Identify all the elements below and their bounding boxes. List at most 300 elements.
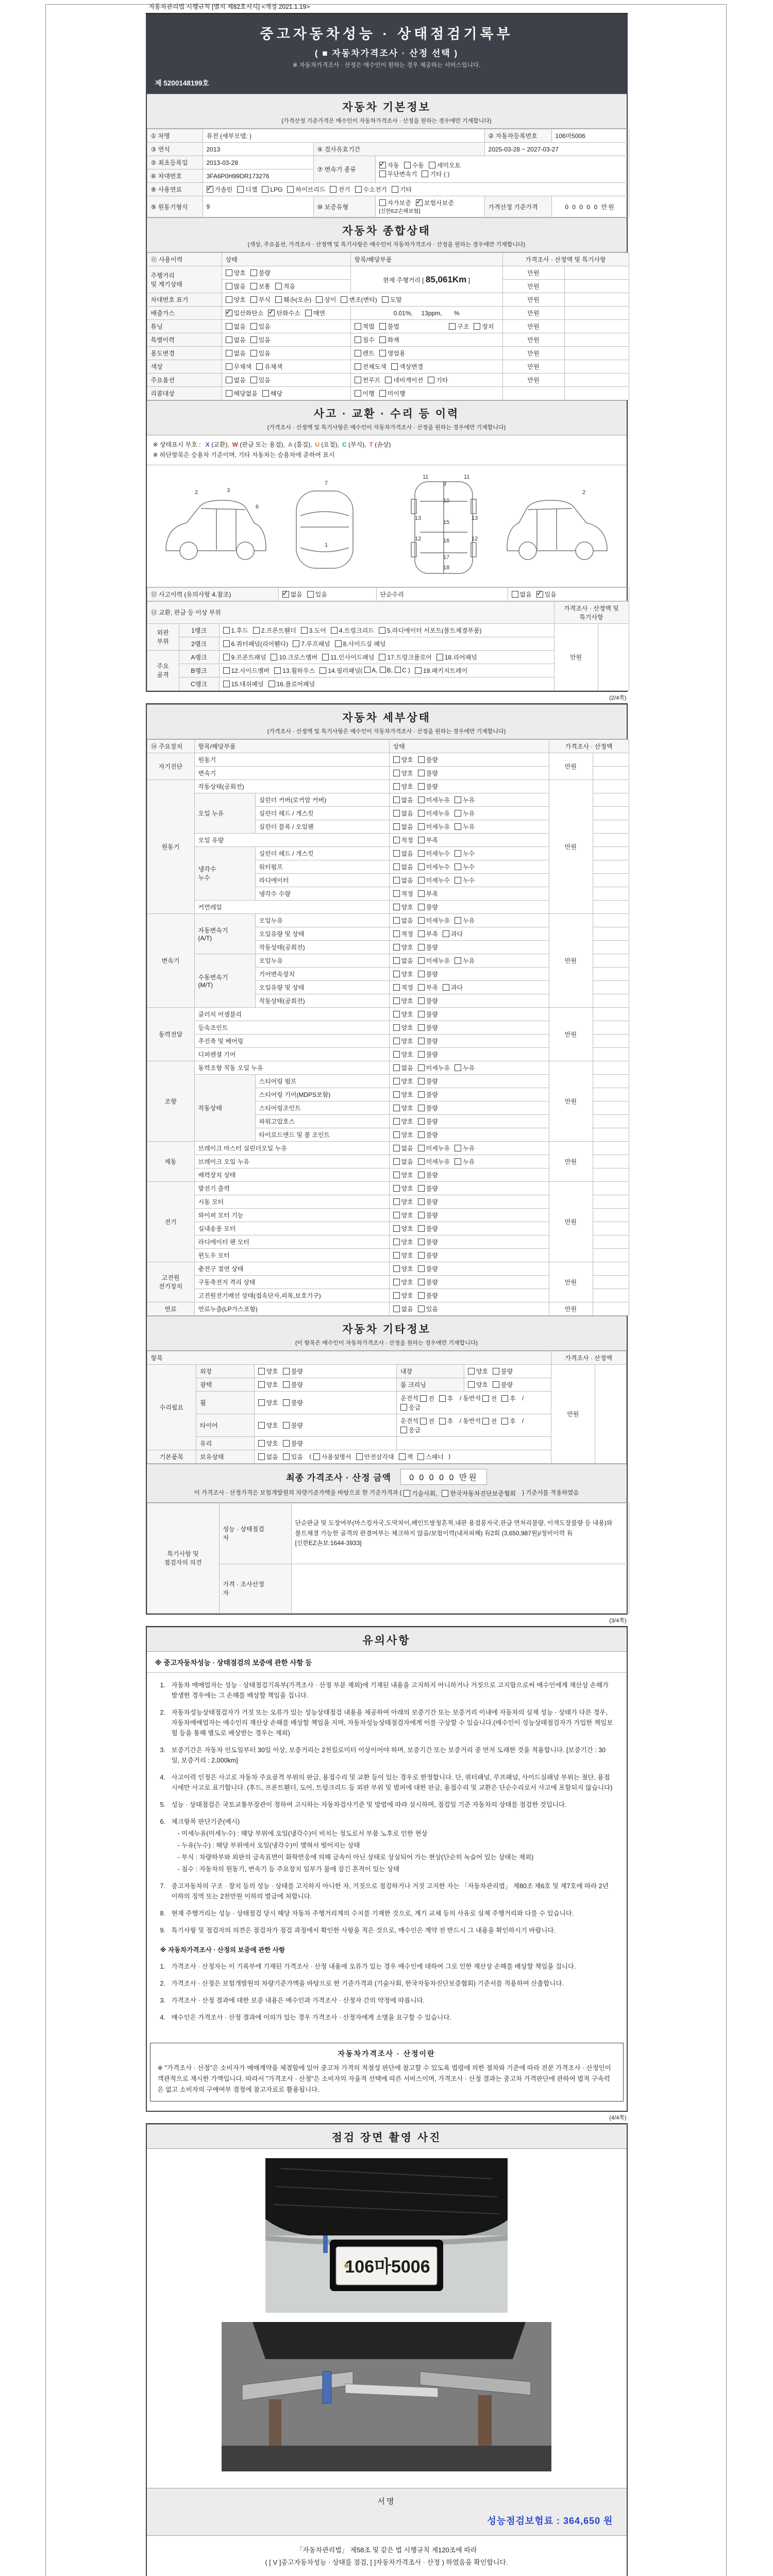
checkbox-전: 전	[420, 1417, 434, 1426]
repair-item-options	[254, 1364, 396, 1378]
price-cell: 만원	[549, 753, 593, 779]
notice-item	[160, 1925, 613, 1936]
price-notice-item	[160, 2012, 613, 2023]
checkbox-양호: 양호	[393, 943, 413, 952]
checkbox-미세누유: 미세누유	[418, 956, 450, 965]
checkbox-미세누유: 미세누유	[418, 1063, 450, 1072]
checkbox-렌트: 렌트	[355, 349, 375, 358]
price-definition-text: ※ "가격조사 · 산정"은 소비자가 매매계약을 체결함에 있어 중고차 가격의 적절성 판단에 참고할 수 있도록 법령에 의한 절차와 기준에 따라 전문 가격조사 · 산정인이 객관적으로 제시한 가액입니다. 따라서 "가격조사 · 산정"은 소비자의 자율적 선택에 따른 서비스이며, 가격조사 · 산정 결과는 중고차 가격판단에 관하여 법적 구속력은 없고 소비자의 구매여부 결정에 참고자료로 활용됩니다.	[157, 2064, 611, 2094]
note-cell	[593, 927, 629, 940]
checkbox-icon	[536, 591, 543, 598]
note-cell	[593, 1047, 629, 1061]
note-cell	[593, 1007, 629, 1021]
recall-options	[222, 387, 350, 400]
state-options	[389, 1235, 549, 1248]
checkbox-불량: 불량	[418, 1090, 438, 1099]
checkbox-양호: 양호	[393, 1251, 413, 1260]
price-cell: 만원	[549, 1262, 593, 1302]
checkbox-양호: 양호	[393, 1211, 413, 1219]
checkbox-icon	[493, 1381, 499, 1388]
checkbox-icon	[207, 186, 213, 193]
item-label: 작동상태(공회전)	[194, 779, 389, 793]
checkbox-8.사이드실 패널: 8.사이드실 패널	[335, 639, 386, 648]
item-label: 라디에이터 팬 모터	[194, 1235, 389, 1248]
checkbox-불량: 불량	[493, 1380, 513, 1389]
notice-item	[160, 1707, 613, 1738]
state-options	[389, 967, 549, 980]
checkbox-없음: 없음	[393, 809, 413, 818]
note-cell	[593, 940, 629, 954]
state-options	[389, 913, 549, 927]
fuel-label: ⑧ 사용연료	[147, 183, 203, 196]
checkbox-양호: 양호	[226, 268, 246, 277]
checkbox-icon	[316, 296, 323, 303]
checkbox-양호: 양호	[393, 1278, 413, 1286]
photo-front-plate	[265, 2158, 508, 2313]
checkbox-불량: 불량	[283, 1421, 303, 1430]
checkbox-과다: 과다	[443, 983, 463, 992]
checkbox-icon	[250, 323, 257, 330]
checkbox-icon	[283, 1381, 290, 1388]
checkbox-없음: 없음	[226, 376, 246, 384]
checkbox-불량: 불량	[418, 1278, 438, 1286]
diagram-number-2: 2	[195, 489, 198, 496]
checkbox-불량: 불량	[418, 1211, 438, 1219]
checkbox-icon	[418, 904, 425, 910]
note-cell	[593, 1181, 629, 1195]
confirmation-line-1: 「자동차관리법」 제58조 및 같은 법 시행규칙 제120조에 따라	[296, 2546, 477, 2554]
checkbox-icon	[379, 171, 386, 177]
checkbox-icon	[313, 1453, 320, 1460]
checkbox-하이브리드: 하이브리드	[287, 185, 325, 194]
checkbox-9.프론트패널: 9.프론트패널	[223, 653, 266, 662]
price-cell: 만원	[502, 360, 564, 374]
diagram-number-17: 17	[443, 554, 450, 561]
item-label: 원동기	[194, 753, 389, 766]
item-label: 와이퍼 모터 기능	[194, 1208, 389, 1222]
notice-item-text: 성능 · 상태점검은 국토교통부장관이 정하여 고시하는 자동차검사기준 및 방법에 따라 실시하며, 점검일 기준 자동차의 상태를 점검한 것입니다.	[171, 1801, 567, 1808]
checkbox-13.휠하우스: 13.휠하우스	[274, 666, 315, 675]
item-label: 오일유량 및 상태	[255, 927, 389, 940]
state-options	[389, 1155, 549, 1168]
emission-options	[222, 307, 350, 320]
item-label: 윈도우 모터	[194, 1248, 389, 1262]
checkbox-양호: 양호	[393, 1130, 413, 1139]
notice-heading: ※ 중고자동차성능 · 상태점검의 보증에 관한 사항 등	[147, 1652, 627, 1673]
note-cell	[564, 387, 629, 400]
checkbox-icon	[393, 1038, 400, 1044]
code-C: C	[342, 441, 347, 448]
rank-items	[219, 664, 554, 677]
photos-title: 점검 장면 촬영 사진	[331, 2131, 442, 2144]
checkbox-icon	[393, 930, 400, 937]
checkbox-없음: 없음	[393, 1304, 413, 1313]
section-detail-etc	[146, 703, 628, 1615]
price-notice-heading: ※ 자동차가격조사 · 산정의 보증에 관한 사항	[160, 1946, 285, 1954]
checkbox-icon	[418, 930, 425, 937]
checkbox-icon	[439, 1395, 446, 1402]
checkbox-icon	[393, 1118, 400, 1125]
state-options	[389, 806, 549, 820]
checkbox-양호: 양호	[393, 769, 413, 777]
note-cell	[593, 1101, 629, 1114]
checkbox-icon	[393, 1131, 400, 1138]
checkbox-icon	[436, 654, 443, 660]
checkbox-해당없음: 해당없음	[226, 389, 258, 398]
state-options	[389, 1168, 549, 1181]
sub-group-label: 냉각수 누수	[194, 846, 255, 900]
warranty-label: ⑩ 보증유형	[313, 196, 375, 217]
section-title	[147, 1316, 627, 1351]
checkbox-icon	[226, 323, 232, 330]
item-label: 고전원전기배선 상태(접속단자,피복,보호기구)	[194, 1289, 389, 1302]
exchange-panel-label: ⑬ 교환, 판금 등 이상 부위	[147, 601, 554, 623]
diagram-number-11: 11	[423, 473, 429, 480]
checkbox-icon	[418, 1292, 425, 1299]
item-label: 배력장치 상태	[194, 1168, 389, 1181]
checkbox-icon	[355, 336, 361, 343]
checkbox-icon	[482, 1418, 489, 1425]
checkbox-양호: 양호	[393, 903, 413, 911]
repair-item-label: 유리	[196, 1437, 255, 1450]
checkbox-있음: 있음	[250, 335, 271, 344]
checkbox-icon	[393, 770, 400, 776]
checkbox-icon	[253, 627, 260, 634]
code-W: W	[232, 441, 238, 448]
mileage-value: 현재 주행거리 [ 85,061Km ]	[350, 266, 502, 293]
checkbox-icon	[395, 667, 401, 673]
section-title-text: 자동차 세부상태	[342, 711, 431, 724]
checkbox-icon	[418, 756, 425, 763]
checkbox-불량: 불량	[418, 943, 438, 952]
notice-item	[160, 1881, 613, 1902]
checkbox-icon	[442, 1490, 448, 1497]
item-label: 냉각수 수량	[255, 887, 389, 900]
recall-detail	[350, 387, 502, 400]
notice-item-number: 4.	[160, 1773, 165, 1781]
checkbox-icon	[418, 877, 425, 884]
state-options	[389, 1128, 549, 1141]
checkbox-누유: 누유	[455, 1157, 475, 1166]
position-segment: 운전석 전 후	[400, 1394, 453, 1403]
checkbox-안전삼각대: 안전삼각대	[356, 1452, 394, 1461]
price-notice-item	[160, 1978, 613, 1989]
checkbox-icon	[393, 1279, 400, 1285]
checkbox-네비게이션: 네비게이션	[385, 376, 423, 384]
checkbox-icon	[341, 296, 347, 303]
car-name-value: 퓨전 (세부모델: )	[203, 129, 484, 143]
document-subtitle-note: ※ 자동차가격조사 · 산정은 매수인이 원하는 경우 제공하는 서비스입니다.	[292, 62, 481, 69]
checkbox-기타 ( ): 기타 ( )	[422, 170, 449, 178]
state-options	[389, 1141, 549, 1155]
checkbox-icon	[379, 350, 386, 357]
device-label: 동력전달	[147, 1007, 194, 1061]
odometer-state-options	[222, 266, 350, 280]
checkbox-불량: 불량	[418, 1264, 438, 1273]
diagram-number-1: 1	[325, 541, 328, 548]
code-U: U	[315, 441, 320, 448]
item-label: 브레이크 오일 누유	[194, 1155, 389, 1168]
checkbox-불량: 불량	[418, 970, 438, 978]
note-cell	[564, 307, 629, 320]
usage-change-detail	[350, 347, 502, 360]
emission-values: 0.01%, 13ppm, %	[350, 307, 502, 320]
etc-info-table	[147, 1351, 627, 1464]
checkbox-불량: 불량	[418, 1238, 438, 1246]
checkbox-부족: 부족	[418, 983, 438, 992]
checkbox-보험사보증: ✓ 보험사보증	[416, 198, 454, 207]
checkbox-icon	[355, 363, 361, 370]
checkbox-icon	[418, 1306, 425, 1312]
checkbox-없음: 없음	[512, 590, 532, 599]
checkbox-icon	[355, 186, 362, 193]
summary-head-state: 상태	[222, 253, 350, 266]
item-label: 오일누유	[255, 954, 389, 967]
checkbox-icon	[455, 823, 461, 830]
checkbox-icon	[380, 667, 386, 673]
checkbox-icon	[283, 1440, 290, 1447]
checkbox-icon	[379, 199, 386, 206]
checkbox-icon	[468, 1368, 475, 1375]
item-label: 변속기	[194, 766, 389, 779]
checkbox-icon	[418, 1198, 425, 1205]
special-history-detail	[350, 333, 502, 347]
notice-item-number: 7.	[160, 1882, 165, 1890]
item-label: 등속조인트	[194, 1021, 389, 1034]
checkbox-icon	[393, 957, 400, 964]
checkbox-icon	[379, 627, 385, 634]
repair-item-options	[254, 1391, 396, 1414]
checkbox-icon	[428, 377, 434, 383]
checkbox-양호: 양호	[393, 1050, 413, 1059]
checkbox-icon	[393, 1306, 400, 1312]
opinion-table	[147, 1503, 629, 1614]
checkbox-icon	[404, 1490, 410, 1497]
checkbox-양호: 양호	[393, 1010, 413, 1019]
item-label: 오일 유량	[194, 833, 389, 846]
checkbox-부식: 부식	[250, 295, 271, 304]
panel-group-label: 주요 골격	[147, 650, 179, 690]
repair-item-label: 룸 크리닝	[397, 1378, 464, 1391]
checkbox-일산화탄소: ✓ 일산화탄소	[226, 309, 264, 317]
notice-item-number: 8.	[160, 1909, 165, 1917]
item-label: 작동상태(공회전)	[255, 940, 389, 954]
code-X: X	[205, 441, 210, 448]
rank-label: C랭크	[179, 677, 219, 690]
checkbox-icon	[393, 1158, 400, 1165]
diagram-number-15: 15	[443, 519, 450, 526]
note-cell	[593, 1034, 629, 1047]
state-options	[389, 1248, 549, 1262]
price-cell: 만원	[502, 266, 564, 280]
checkbox-icon	[393, 997, 400, 1004]
checkbox-icon	[268, 310, 275, 316]
item-label: 실내송풍 모터	[194, 1222, 389, 1235]
checkbox-전: 전	[420, 1394, 434, 1403]
item-label: 실린더 헤드 / 개스킷	[255, 806, 389, 820]
checkbox-icon	[455, 1064, 461, 1071]
state-options	[389, 820, 549, 833]
notice-item-number: 1.	[160, 1681, 165, 1689]
checkbox-17.트렁크플로어: 17.트렁크플로어	[379, 653, 431, 662]
repair-item-options	[254, 1378, 396, 1391]
item-label: 워터펌프	[255, 860, 389, 873]
checkbox-없음: ✓ 없음	[282, 590, 303, 599]
checkbox-icon	[393, 837, 400, 843]
diagram-number-10: 10	[443, 497, 450, 504]
note-cell	[593, 900, 629, 913]
detail-head-state: 상태	[389, 739, 549, 753]
checkbox-icon	[393, 796, 400, 803]
checkbox-icon	[455, 917, 461, 924]
checkbox-응급: 응급	[400, 1403, 421, 1412]
checkbox-icon	[418, 1011, 425, 1018]
checkbox-icon	[250, 377, 257, 383]
state-options	[389, 1074, 549, 1088]
etc-head-item: 항목	[147, 1351, 551, 1364]
checkbox-양호: 양호	[393, 970, 413, 978]
checkbox-불량: 불량	[418, 769, 438, 777]
checkbox-icon	[275, 296, 282, 303]
checkbox-없음: 없음	[393, 862, 413, 871]
item-label: 구동축전지 격리 상태	[194, 1275, 389, 1289]
checkbox-없음: 없음	[226, 322, 246, 331]
color-options	[222, 360, 350, 374]
checkbox-18.리어패널: 18.리어패널	[436, 653, 477, 662]
state-options	[389, 1034, 549, 1047]
checkbox-icon	[322, 654, 329, 660]
code-desc: (손상)	[375, 441, 391, 448]
checkbox-icon	[393, 1265, 400, 1272]
final-price-amount: 0 0 0 0 0 만원	[400, 1469, 487, 1485]
detail-head-price: 가격조사 · 산정액	[549, 739, 629, 753]
checkbox-기타: 기타	[428, 376, 448, 384]
checkbox-양호: 양호	[393, 1090, 413, 1099]
checkbox-해당: 해당	[262, 389, 282, 398]
checkbox-보통: 보통	[250, 282, 271, 291]
checkbox-양호: 양호	[393, 1104, 413, 1112]
checkbox-icon	[418, 1212, 425, 1218]
checkbox-icon	[418, 944, 425, 951]
state-options	[389, 927, 549, 940]
checkbox-icon	[262, 186, 268, 193]
diagram-number-11: 11	[464, 473, 470, 480]
checkbox-불량: 불량	[418, 1251, 438, 1260]
note-cell	[564, 374, 629, 387]
state-options	[389, 779, 549, 793]
checkbox-미세누수: 미세누수	[418, 862, 450, 871]
checkbox-없음: 없음	[393, 1157, 413, 1166]
device-label: 변속기	[147, 913, 194, 1007]
checkbox-icon	[226, 363, 232, 370]
checkbox-적법: 적법	[355, 322, 375, 331]
note-cell	[593, 994, 629, 1007]
checkbox-icon	[385, 377, 392, 383]
tuning-options	[222, 320, 350, 333]
state-options	[389, 887, 549, 900]
checkbox-icon	[355, 323, 361, 330]
mileage-amount-options	[222, 280, 350, 293]
checkbox-icon	[393, 944, 400, 951]
checkbox-부족: 부족	[418, 929, 438, 938]
price-cell: 만원	[502, 333, 564, 347]
position-options	[397, 1391, 551, 1414]
checkbox-있음: 있음	[307, 590, 327, 599]
inspection-document	[146, 0, 628, 2576]
price-cell: 만원	[549, 1141, 593, 1181]
checkbox-icon	[393, 1024, 400, 1031]
checkbox-양호: 양호	[393, 1171, 413, 1179]
price-cell	[502, 387, 564, 400]
checkbox-icon	[418, 984, 425, 991]
notice-item	[160, 1772, 613, 1793]
rank-label: 1랭크	[179, 623, 219, 637]
notice-item	[160, 1800, 613, 1810]
checkbox-icon	[250, 269, 257, 276]
repair-item-label: 광택	[196, 1378, 255, 1391]
checkbox-icon	[393, 863, 400, 870]
item-label: 스티어링 펌프	[255, 1074, 389, 1088]
year-value: 2013	[203, 143, 313, 156]
sub-group-label: 작동상태	[194, 1074, 255, 1141]
reg-no-label: ② 자동차등록번호	[484, 129, 551, 143]
item-label: 디퍼렌셜 기어	[194, 1047, 389, 1061]
opinion-label: 특기사항 및 점검자의 의견	[147, 1503, 219, 1613]
position-segment: / 응급	[400, 1417, 524, 1433]
checkbox-icon	[418, 917, 425, 924]
checkbox-icon	[258, 1399, 265, 1406]
repair-item-options	[464, 1364, 551, 1378]
appraiser-opinion	[291, 1564, 629, 1613]
item-label: 커먼레일	[194, 900, 389, 913]
section-title	[147, 217, 627, 252]
checkbox-19.패키지트레이: 19.패키지트레이	[415, 666, 467, 675]
color-detail	[350, 360, 502, 374]
checkbox-양호: 양호	[258, 1380, 278, 1389]
checkbox-icon	[393, 904, 400, 910]
checkbox-icon	[379, 162, 386, 168]
photos-title-bar	[147, 2124, 627, 2149]
checkbox-icon	[282, 591, 289, 598]
checkbox-icon	[293, 640, 299, 647]
checkbox-미세누유: 미세누유	[418, 916, 450, 925]
checkbox-icon	[379, 654, 385, 660]
checkbox-icon	[418, 957, 425, 964]
price-cell: 만원	[502, 347, 564, 360]
note-cell	[564, 320, 629, 333]
note-cell	[593, 1289, 629, 1302]
detail-head-device: ⑭ 주요장치	[147, 739, 194, 753]
checkbox-icon	[355, 390, 361, 397]
checkbox-icon	[258, 1422, 265, 1429]
item-label: 기어변속장치	[255, 967, 389, 980]
checkbox-icon	[418, 796, 425, 803]
checkbox-불량: 불량	[250, 268, 271, 277]
checkbox-icon	[418, 1038, 425, 1044]
notice-item-text: 가격조사 · 산정 결과에 대한 보증 내용은 매수인과 가격조사 · 산정자 간의 약정에 따릅니다.	[171, 1996, 425, 2004]
item-label: 브레이크 마스터 실린더오일 누유	[194, 1141, 389, 1155]
state-options	[389, 1262, 549, 1275]
checkbox-적정: 적정	[393, 983, 413, 992]
repair-item-label: 휠	[196, 1391, 255, 1414]
note-cell	[593, 887, 629, 900]
diagram-number-3: 3	[227, 487, 230, 494]
page-marker-3: (3/4쪽)	[609, 1617, 627, 1624]
diagram-number-18: 18	[443, 564, 450, 571]
checkbox-불량: 불량	[418, 755, 438, 764]
checkbox-icon	[418, 890, 425, 897]
notice-item-text: 사고이력 인정은 사고로 자동차 주요골격 부위의 판금, 용접수리 및 교환 등이 있는 경우로 한정합니다. 단, 쿼터패널, 루프패널, 사이드실패널 부위는 절단, 용접 시에만 사고로 표기합니다. (후드, 프론트휀더, 도어, 트렁크리드 등 외판 부위 및 범퍼에 대한 판금, 용접수리 및 교환은 단순수리로서 사고에 포함되지 않습니다)	[171, 1773, 613, 1791]
